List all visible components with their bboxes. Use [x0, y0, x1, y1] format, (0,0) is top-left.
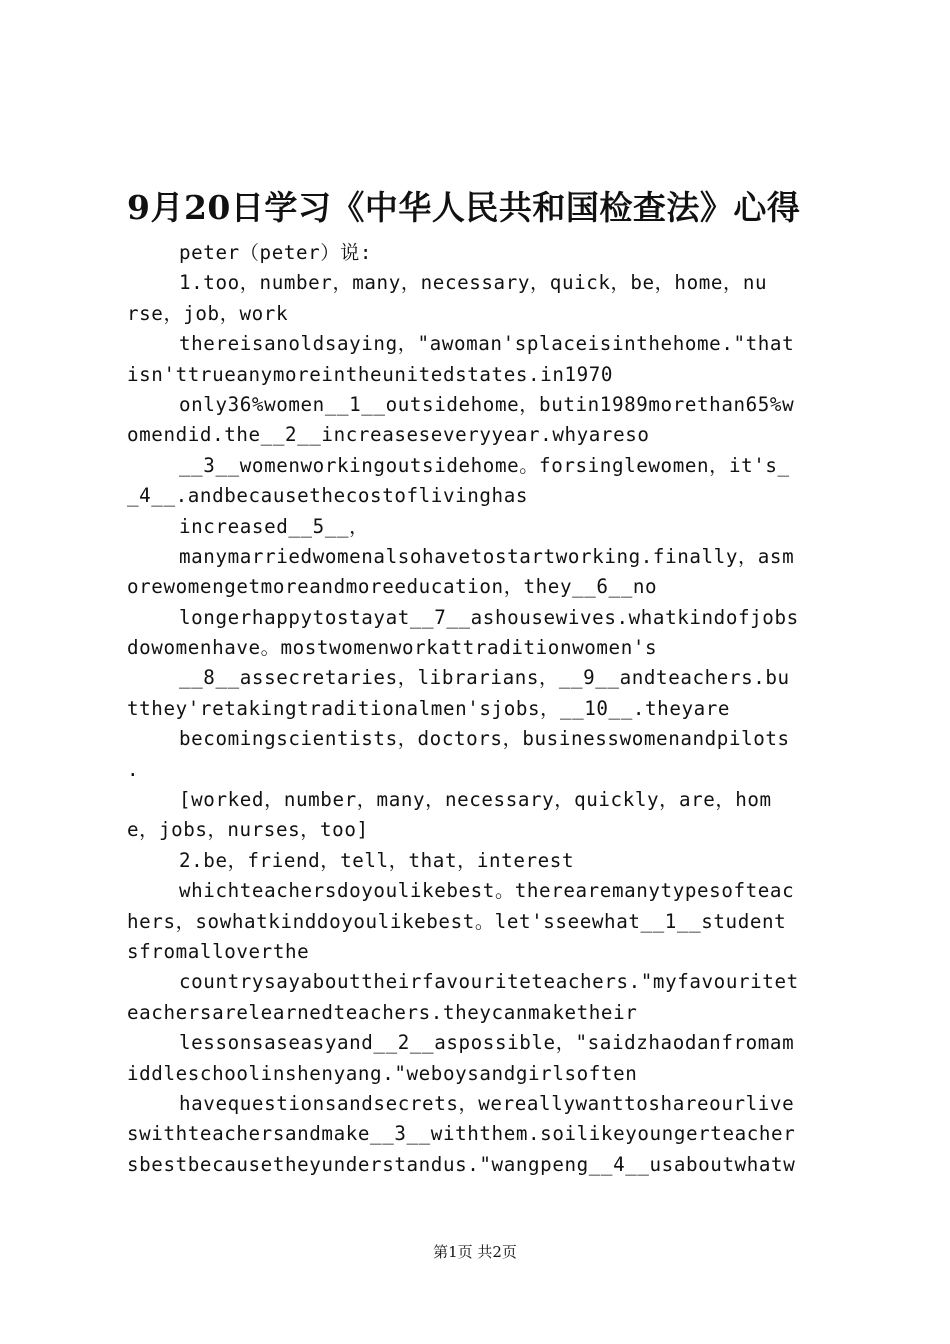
text-line: increased__5__， — [179, 514, 369, 538]
text-line: peter（peter）说: — [179, 241, 373, 264]
text-line: dowomenhave。mostwomenworkattraditionwomen's — [127, 636, 658, 660]
document-body — [127, 238, 833, 1180]
page-footer: 第1页 共2页 — [433, 1243, 517, 1261]
text-line: sbestbecausetheyunderstandus."wangpeng__4__usaboutwhatw — [127, 1152, 796, 1176]
text-line: countrysayabouttheirfavouriteteachers."myfavouritet — [179, 970, 799, 994]
text-line: thereisanoldsaying，"awoman'splaceisinthehome."that — [179, 332, 795, 356]
text-line: tthey'retakingtraditionalmen'sjobs，__10__.theyare — [127, 696, 731, 720]
text-line: whichteachersdoyoulikebest。therearemanytypesofteac — [179, 879, 795, 903]
text-line: . — [127, 757, 140, 781]
text-line: sfromalloverthe — [127, 939, 310, 963]
text-line: becomingscientists，doctors，businesswomenandpilots — [179, 727, 790, 751]
text-line: orewomengetmoreandmoreeducation，they__6__no — [127, 575, 658, 599]
text-line: lessonsaseasyand__2__aspossible，"saidzhaodanfromam — [179, 1031, 795, 1055]
text-line: only36%women__1__outsidehome，butin1989morethan65%w — [179, 392, 795, 416]
text-line: [worked，number，many，necessary，quickly，are，hom — [179, 788, 772, 812]
text-line: __3__womenworkingoutsidehome。forsinglewomen，it's_ — [179, 453, 790, 477]
text-line: omendid.the__2__increaseseveryyear.whyareso — [127, 423, 650, 447]
text-line: iddleschoolinshenyang."weboysandgirlsoften — [127, 1061, 638, 1085]
text-line: __8__assecretaries，librarians，__9__andteachers.bu — [179, 666, 790, 690]
text-line: rse，job，work — [127, 301, 289, 325]
text-line: _4__.andbecausethecostoflivinghas — [127, 484, 529, 508]
text-line: longerhappytostayat__7__ashousewives.whatkindofjobs — [179, 605, 799, 629]
text-line: e，jobs，nurses，too] — [127, 818, 369, 842]
text-line: manymarriedwomenalsohavetostartworking.finally，asm — [179, 544, 795, 568]
text-line: 2.be，friend，tell，that，interest — [179, 848, 575, 872]
text-line: isn'ttrueanymoreintheunitedstates.in1970 — [127, 362, 614, 386]
text-line: 1.too，number，many，necessary，quick，be，home，nu — [179, 271, 768, 295]
page-title: 9月20日学习《中华人民共和国检查法》心得 — [127, 188, 801, 227]
text-line: eachersarelearnedteachers.theycanmaketheir — [127, 1000, 638, 1024]
text-line: hers，sowhatkinddoyoulikebest。let'sseewhat__1__student — [127, 909, 787, 933]
text-line: swithteachersandmake__3__withthem.soilikeyoungerteacher — [127, 1122, 796, 1146]
text-line: havequestionsandsecrets，wereallywanttoshareourlive — [179, 1091, 795, 1115]
